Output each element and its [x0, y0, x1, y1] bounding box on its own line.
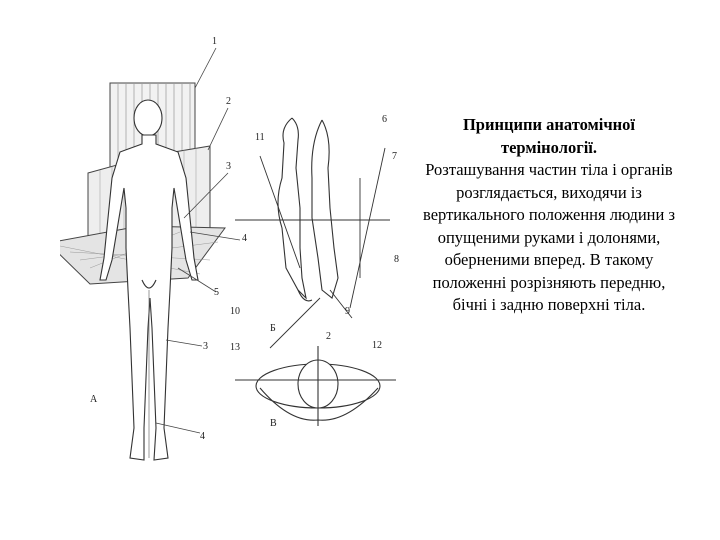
figure-b-body	[278, 118, 338, 301]
callout-4: 4	[242, 233, 247, 244]
callout-3: 3	[226, 161, 231, 172]
slide-text	[418, 114, 680, 317]
figure-label-v: В	[270, 418, 277, 429]
slide-title: Принципи анатомічної термінології.	[462, 115, 636, 157]
callout-8: 8	[394, 254, 399, 265]
figure-label-a: А	[90, 394, 98, 405]
callout-13: 13	[230, 342, 240, 353]
figure-label-b: Б	[270, 323, 276, 334]
callout-2b: 2	[326, 331, 331, 342]
callout-1: 1	[212, 36, 217, 47]
callout-7: 7	[392, 151, 397, 162]
callout-4b: 4	[200, 431, 205, 442]
callout-3b: 3	[203, 341, 208, 352]
figure-v-top-view	[235, 346, 396, 426]
anatomy-planes-svg	[60, 28, 420, 498]
slide-body: Розташування частин тіла і органів розглядається, виходячи із вертикального положення людини з опущеними руками і долонями, оберненими вперед. В такому положенні розрізняють передню, бічні і задню поверхні тіла.	[423, 160, 675, 314]
callout-5: 5	[214, 287, 219, 298]
callout-9: 9	[345, 306, 350, 317]
callout-2: 2	[226, 96, 231, 107]
callout-11: 11	[255, 132, 265, 143]
callout-10: 10	[230, 306, 240, 317]
anatomy-planes-diagram	[60, 28, 420, 498]
callout-12: 12	[372, 340, 382, 351]
callout-6: 6	[382, 114, 387, 125]
